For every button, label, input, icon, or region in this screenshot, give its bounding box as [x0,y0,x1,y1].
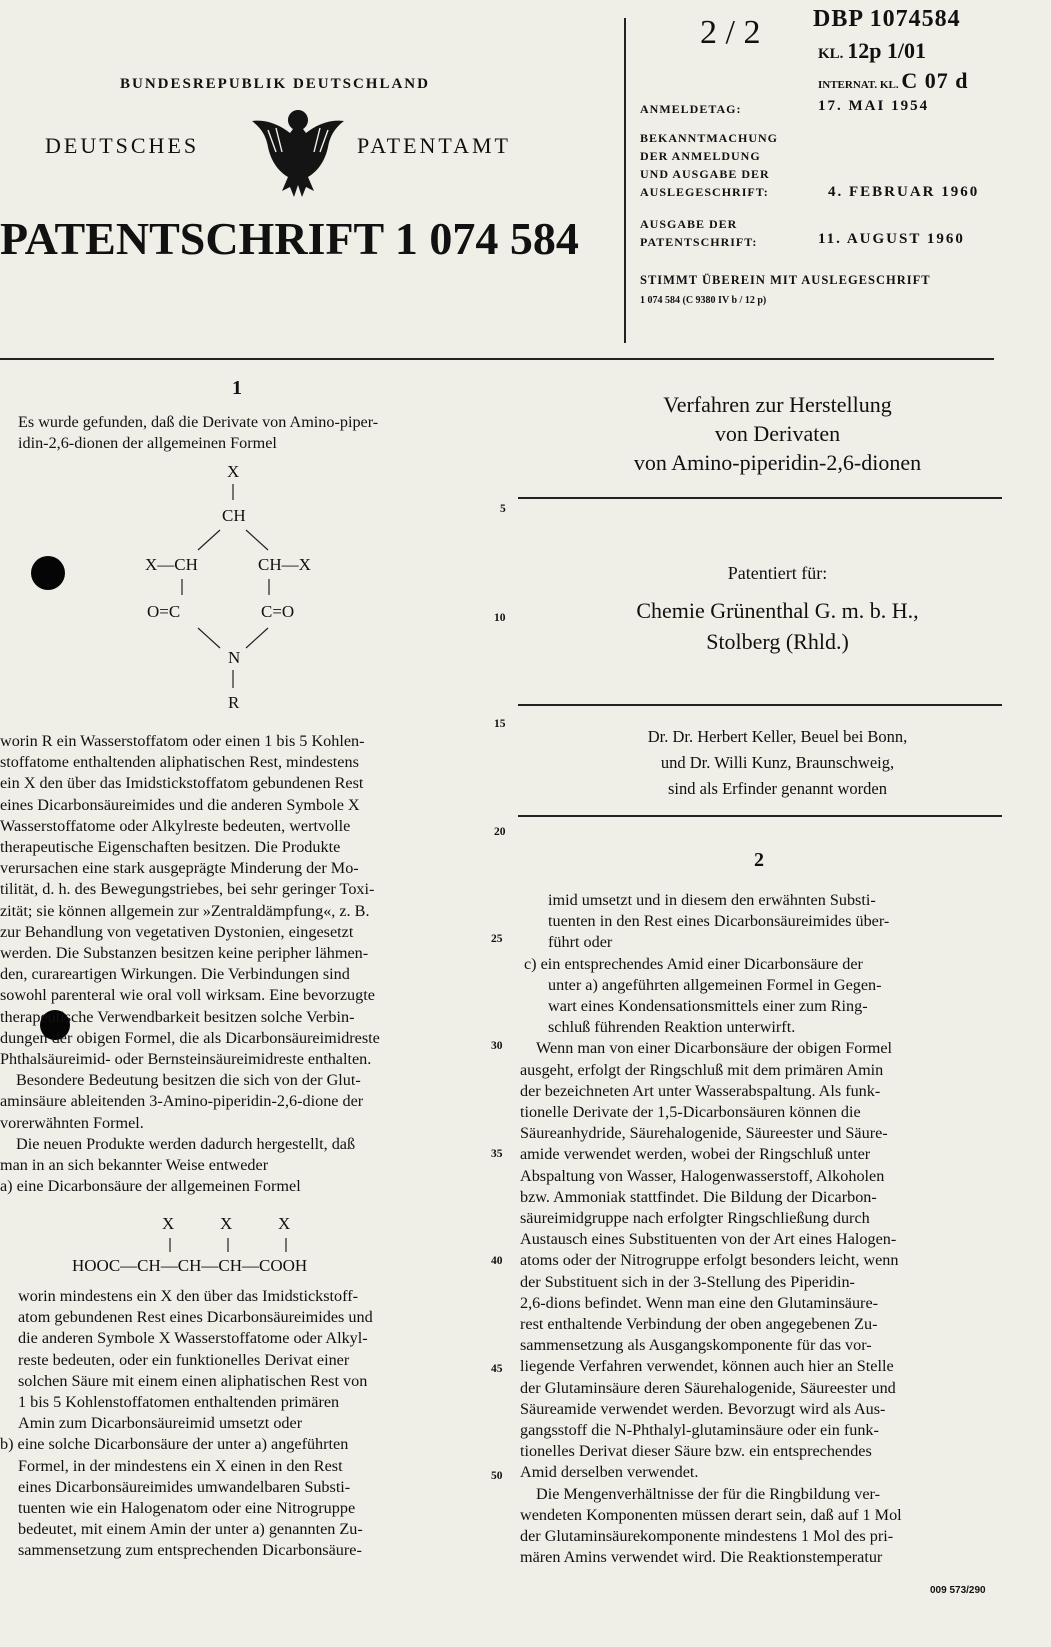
column1-paragraph1 [0,731,480,1197]
inventor-line: und Dr. Willi Kunz, Braunschweig, [660,753,895,772]
text-line: 2,6-dions befindet. Wenn man eine den Glutaminsäure- [520,1293,879,1312]
text-line: amide verwendet werden, wobei der Ringschluß unter [520,1145,871,1164]
text-line: führt oder [548,933,613,952]
text-line: eines Dicarbonsäureimides umwandelbaren Substi- [18,1477,351,1496]
invention-title [565,390,990,477]
column1-intro [18,412,480,454]
title-line: von Amino-piperidin-2,6-dionen [633,450,922,475]
section-divider [518,704,1002,706]
bond-line [198,628,220,648]
substituent-x1: X [162,1214,175,1233]
text-line: atoms oder der Nitrogruppe erfolgt besonders leicht, wenn [520,1251,899,1270]
text-line: tilität, d. h. des Bewegungstriebes, bei sehr geringer Toxi- [0,880,375,899]
patent-issue-label: AUSGABE DER PATENTSCHRIFT: [640,217,758,249]
text-line: säureimidgruppe nach erfolgter Ringschließung durch [520,1209,870,1228]
ring-xch-left: X—CH [145,555,198,574]
text-line: worin mindestens ein X den über das Imidstickstoff- [18,1287,359,1305]
text-line: Wenn man von einer Dicarbonsäure der obigen Formel [536,1039,893,1058]
title-line: von Derivaten [714,421,841,446]
applicant-line: Stolberg (Rhld.) [706,629,849,654]
line-number: 50 [491,1470,503,1482]
text-line: man in an sich bekannter Weise entweder [0,1156,269,1175]
publication-label: BEKANNTMACHUNG DER ANMELDUNG UND AUSGABE DER AUSLEGESCHRIFT: [640,131,779,199]
text-line: wendeten Komponenten müssen derart sein, daß auf 1 Mol [520,1505,902,1524]
text-line: therapeutische Verwendbarkeit besitzen solche Verbin- [0,1007,355,1026]
formula-piperidinedione [130,462,340,720]
substituent-x3: X [278,1214,291,1233]
column2-text [520,890,1002,1569]
text-line: aminsäure ableitenden 3-Amino-piperidin-2,6-dione der [0,1092,364,1111]
text-line: der bezeichneten Art unter Wasserabspaltung. Als funk- [520,1081,881,1100]
international-class-prefix: INTERNAT. KL. [818,79,899,91]
text-line: bzw. Ammoniak stattfindet. Die Bildung der Dicarbon- [520,1187,877,1206]
text-line: sammensetzung als Ausgangskomponente für das vor- [520,1336,872,1355]
text-line: den, curareartigen Wirkungen. Die Verbindungen sind [0,965,350,984]
bond-line [246,530,268,550]
column-number-2: 2 [754,849,764,871]
text-line: ausgeht, erfolgt der Ringschluß mit dem primären Amin [520,1060,884,1079]
eagle-emblem-icon [248,106,348,204]
international-class [818,68,968,94]
text-line: Austausch eines Substituenten von der Art eines Halogen- [520,1230,897,1249]
text-line: werden. Die Substanzen besitzen keine peripher lähmen- [0,944,369,963]
text-line: der Glutaminsäurekomponente mindestens 1 Mol des pri- [520,1527,894,1546]
section-divider [518,497,1002,499]
applicant-line: Chemie Grünenthal G. m. b. H., [636,598,919,623]
section-divider [518,815,1002,817]
conformity-note: STIMMT ÜBEREIN MIT AUSLEGESCHRIFT [640,273,931,287]
text-line: 1 bis 5 Kohlenstoffatomen enthaltenden primären [18,1393,340,1412]
text-line: Die Mengenverhältnisse der für die Ringbildung ver- [536,1484,881,1503]
document-title: PATENTSCHRIFT 1 074 584 [0,213,579,264]
line-number: 10 [494,612,506,624]
text-line: eines Dicarbonsäureimides und die anderen Symbole X [0,795,360,814]
text-line: Es wurde gefunden, daß die Derivate von Amino-piper- [18,413,379,431]
line-number: 30 [491,1040,503,1052]
header-divider-vertical [624,18,626,343]
text-line: stoffatome enthaltenden aliphatischen Rest, mindestens [0,753,359,772]
text-line: reste bedeuten, oder ein funktionelles Derivat einer [18,1350,350,1369]
line-number: 15 [494,718,506,730]
text-line: unter a) angeführten allgemeinen Formel in Gegen- [548,975,882,994]
text-line: imid umsetzt und in diesem den erwähnten Substi- [548,891,876,909]
text-line: wart eines Kondensationsmittels einer zum Ring- [548,997,868,1016]
text-line: Phthalsäureimid- oder Bernsteinsäureimidreste enthalten. [0,1050,372,1069]
inventors [565,724,990,802]
text-line: tuenten in den Rest eines Dicarbonsäureimides über- [548,912,890,931]
page-marker: 2 / 2 [700,14,761,51]
text-line: tuenten wie ein Halogenatom oder eine Nitrogruppe [18,1499,356,1518]
inventor-line: sind als Erfinder genannt worden [667,779,888,798]
text-line: vorerwähnten Formel. [0,1113,144,1132]
filing-date-label: ANMELDETAG: [640,102,742,116]
text-line: worin R ein Wasserstoffatom oder einen 1 bis 5 Kohlen- [0,732,365,750]
patent-issue-value: 11. AUGUST 1960 [818,231,965,247]
office-name-right: PATENTAMT [357,133,511,158]
patented-for-label: Patentiert für: [727,563,828,583]
print-code: 009 573/290 [930,1585,986,1596]
text-line: Formel, in der mindestens ein X einen in den Rest [18,1456,343,1475]
ring-ch-top: CH [222,506,246,525]
text-line: sowohl parenteral wie oral voll wirksam. Eine bevorzugte [0,986,375,1005]
international-class-value: C 07 d [901,68,969,93]
text-line: bedeutet, mit einem Amin der unter a) genannten Zu- [18,1520,363,1539]
punch-hole-icon [31,556,65,590]
patent-class-prefix: KL. [818,46,844,62]
text-line: der Substituent sich in der 3-Stellung des Piperidin- [520,1272,855,1291]
issuing-country: BUNDESREPUBLIK DEUTSCHLAND [120,76,430,92]
text-line: therapeutische Eigenschaften besitzen. Die Produkte [0,838,341,857]
inventor-line: Dr. Dr. Herbert Keller, Beuel bei Bonn, [647,727,908,746]
text-line: Säureanhydride, Säurehalogenide, Säureester und Säure- [520,1124,888,1143]
text-line: idin-2,6-dionen der allgemeinen Formel [18,434,277,453]
ring-carbonyl-right: C=O [261,602,295,621]
ring-chx-right: CH—X [258,555,311,574]
text-line: solchen Säure mit einem einen aliphatischen Rest von [18,1371,368,1390]
bond-line [246,628,268,648]
acid-chain: HOOC—CH—CH—CH—COOH [72,1256,308,1275]
line-number: 5 [500,503,506,515]
publication-value: 4. FEBRUAR 1960 [828,184,980,200]
header-divider-horizontal [0,358,994,360]
text-line: c) ein entsprechendes Amid einer Dicarbonsäure der [524,954,863,973]
line-number: 45 [491,1363,503,1375]
patent-class-value: 12p 1/01 [847,38,927,63]
bond-line [198,530,220,550]
substituent-r: R [228,693,240,712]
text-line: Wasserstoffatome oder Alkylreste bedeuten, wertvolle [0,816,351,835]
dbp-number: DBP 1074584 [813,6,961,32]
line-number: 25 [491,933,503,945]
text-line: rest enthaltende Verbindung der oben angegebenen Zu- [520,1315,878,1334]
formula-dicarboxylic-acid [72,1212,432,1282]
text-line: Säureamide verwendet werden. Bevorzugt wird als Aus- [520,1399,886,1418]
ring-carbonyl-left: O=C [147,602,181,621]
office-name-left: DEUTSCHES [45,133,200,158]
substituent-x-top: X [227,462,240,481]
filing-date-value: 17. MAI 1954 [818,98,930,114]
text-line: liegende Verfahren verwendet, können auch hier an Stelle [520,1357,894,1376]
column-number-1: 1 [232,377,242,399]
text-line: gangsstoff die N-Phthalyl-glutaminsäure oder ein funk- [520,1421,879,1440]
applicant [565,595,990,657]
formula-bonds [130,462,340,720]
text-line: zur Behandlung von vegetativen Dystonien, eingesetzt [0,922,354,941]
text-line: Abspaltung von Wasser, Halogenwasserstoff, Alkoholen [520,1166,885,1185]
substituent-x2: X [220,1214,233,1233]
ring-nitrogen: N [228,648,241,667]
text-line: a) eine Dicarbonsäure der allgemeinen Formel [0,1177,301,1196]
line-number: 35 [491,1148,503,1160]
text-line: ein X den über das Imidstickstoffatom gebundenen Rest [0,774,364,793]
text-line: der Glutaminsäure deren Säurehalogenide, Säureester und [520,1378,896,1397]
text-line: verursachen eine stark ausgeprägte Minderung der Mo- [0,859,359,878]
text-line: zität; sie können allgemein zur »Zentraldämpfung«, z. B. [0,901,370,920]
line-number: 40 [491,1255,503,1267]
text-line: tionelle Derivate der 1,5-Dicarbonsäuren können die [520,1103,861,1122]
conformity-reference: 1 074 584 (C 9380 IV b / 12 p) [640,295,767,306]
text-line: sammensetzung zum entsprechenden Dicarbonsäure- [18,1541,362,1560]
line-number: 20 [494,826,506,838]
patent-class [818,38,926,64]
text-line: dungen der obigen Formel, die als Dicarbonsäureimidreste [0,1028,380,1047]
column1-paragraph2 [0,1286,480,1562]
text-line: b) eine solche Dicarbonsäure der unter a) angeführten [0,1435,349,1454]
text-line: Besondere Bedeutung besitzen die sich von der Glut- [16,1071,361,1090]
text-line: die anderen Symbole X Wasserstoffatome oder Alkyl- [18,1329,368,1348]
text-line: mären Amins verwendet wird. Die Reaktionstemperatur [520,1548,883,1567]
text-line: Amin zum Dicarbonsäureimid umsetzt oder [18,1414,303,1433]
title-line: Verfahren zur Herstellung [663,392,892,417]
text-line: Amid derselben verwendet. [520,1463,699,1482]
text-line: Die neuen Produkte werden dadurch hergestellt, daß [16,1134,356,1153]
text-line: atom gebundenen Rest eines Dicarbonsäureimides und [18,1308,373,1327]
text-line: tionelles Derivat dieser Säure bzw. ein entsprechendes [520,1442,872,1461]
text-line: schluß führenden Reaktion unterwirft. [548,1018,796,1037]
